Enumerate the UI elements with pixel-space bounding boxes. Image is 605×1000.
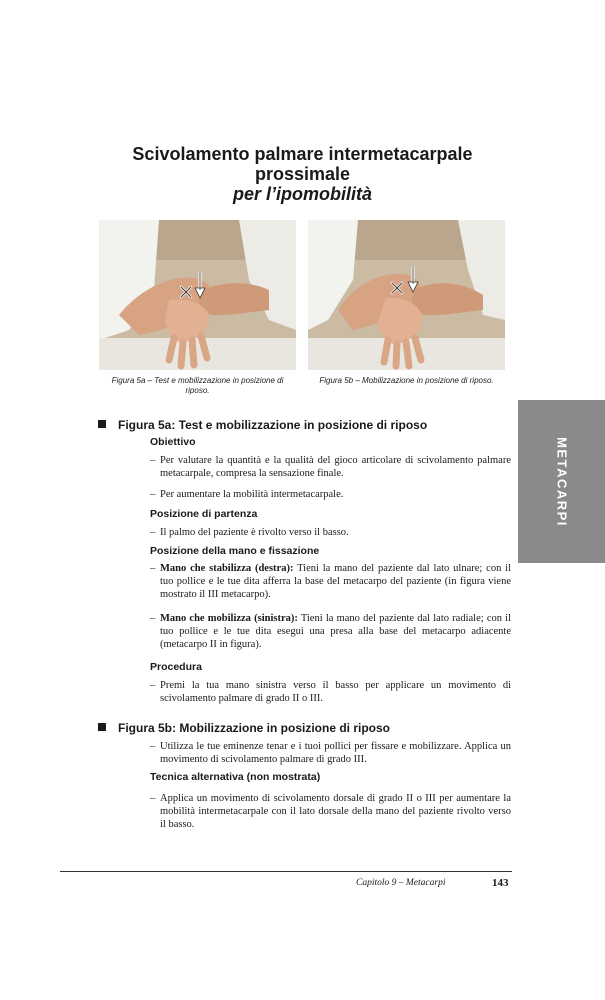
list-item: – Applica un movimento di scivolamento dorsale di grado II o III per aumentare la mobilità intermetacarpale con il lato dorsale della mano del paziente rivolto verso il basso.	[150, 793, 511, 830]
subheading-obiettivo: Obiettivo	[150, 436, 196, 448]
title-line-2: prossimale	[254, 164, 351, 184]
figure-5a-caption: Figura 5a – Test e mobilizzazione in posizione di riposo.	[111, 376, 284, 395]
page-title	[0, 144, 605, 204]
page-number: 143	[492, 877, 509, 889]
square-bullet-icon	[98, 723, 106, 731]
figure-5b-illustration	[308, 220, 505, 370]
chapter-side-tab	[518, 400, 605, 563]
footer-section: Metacarpi	[405, 878, 446, 888]
figure-5b-caption: Figura 5b – Mobilizzazione in posizione di riposo.	[319, 376, 494, 385]
list-item: – Premi la tua mano sinistra verso il basso per applicare un movimento di scivolamento palmare di grado II o III.	[150, 680, 511, 704]
list-item: – Mano che mobilizza (sinistra): Tieni la mano del paziente dal lato radiale; con il tuo pollice e le tue dita esegui una presa alla base del metacarpo adiacente (metacarpo II in figura).	[150, 613, 512, 650]
subheading-posizione-mano-fissazione: Posizione della mano e fissazione	[150, 545, 320, 557]
footer-separator: –	[398, 878, 404, 888]
square-bullet-icon	[98, 420, 106, 428]
subheading-posizione-di-partenza: Posizione di partenza	[150, 508, 258, 520]
list-item: – Utilizza le tue eminenze tenar e i tuoi pollici per fissare e mobilizzare. Applica un movimento di scivolamento palmare di grado III.	[150, 741, 511, 765]
list-item: – Per valutare la quantità e la qualità del gioco articolare di scivolamento palmare metacarpale, compresa la sensazione finale.	[150, 455, 511, 479]
subheading-procedura: Procedura	[150, 661, 202, 673]
figure-5a-photo	[99, 220, 296, 370]
subheading-tecnica-alternativa: Tecnica alternativa (non mostrata)	[150, 771, 321, 783]
section-heading-figure-5a: Figura 5a: Test e mobilizzazione in posizione di riposo	[98, 418, 427, 432]
list-item: – Il palmo del paziente è rivolto verso il basso.	[150, 527, 349, 538]
figure-5a-illustration	[99, 220, 296, 370]
footer-chapter: Capitolo 9	[356, 878, 397, 888]
title-line-3: per l’ipomobilità	[232, 184, 372, 204]
list-item: – Per aumentare la mobilità intermetacarpale.	[150, 489, 344, 500]
figure-5b-photo	[308, 220, 505, 370]
chapter-side-tab-label: METACARPI	[554, 436, 569, 527]
title-line-1: Scivolamento palmare intermetacarpale	[132, 144, 473, 164]
list-item: – Mano che stabilizza (destra): Tieni la mano del paziente dal lato ulnare; con il tuo pollice e le tue dita afferra la base del metacarpo del paziente (in figura viene mostrato il III metacarpo).	[150, 563, 512, 600]
running-footer	[356, 878, 445, 888]
section-heading-figure-5b: Figura 5b: Mobilizzazione in posizione di riposo	[98, 721, 390, 735]
footer-divider	[60, 871, 512, 872]
